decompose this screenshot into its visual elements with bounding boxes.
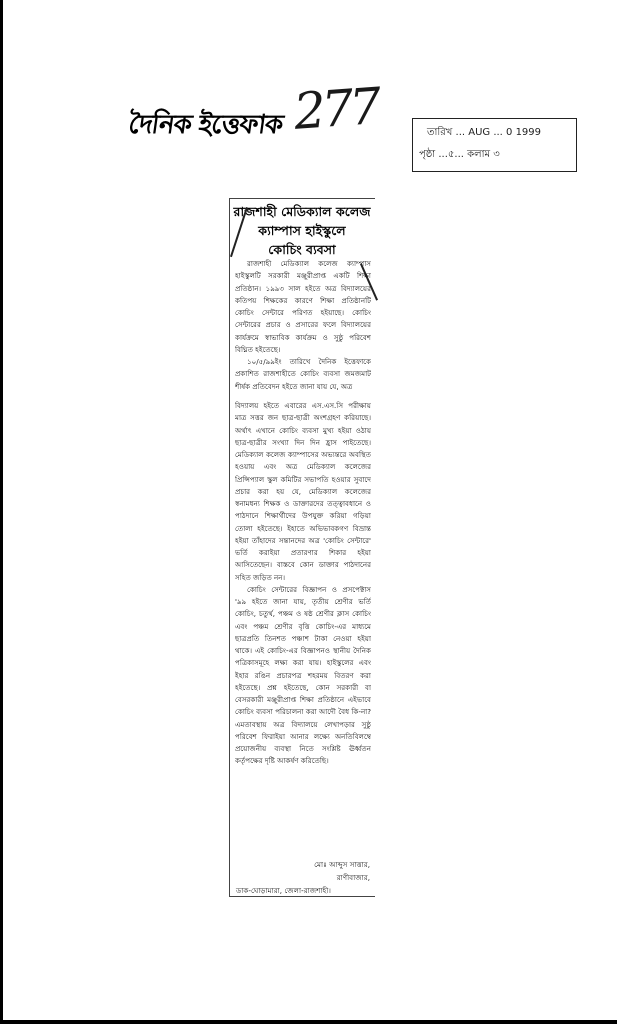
stamp-date-line: তারিখ ... AUG ... 0 1999 <box>427 127 542 138</box>
date-stamp <box>412 118 577 172</box>
signature-address: ডাক-ঘোড়ামারা, জেলা-রাজশাহী। <box>236 886 331 895</box>
newspaper-masthead: দৈনিক ইত্তেফাক <box>126 110 285 140</box>
headline-line: রাজশাহী মেডিক্যাল কলেজ <box>233 204 371 219</box>
article-headline <box>233 202 371 259</box>
scan-bottom-edge <box>0 1020 617 1024</box>
article-paragraph: ১০/৫/৯৯ইং তারিখে দৈনিক ইত্তেফাকে প্রকাশিত রাজশাহীতে কোচিং ব্যবসা জমজমাট শীর্ষক প্রতিবেদন হইতে জানা যায় যে, অত্র <box>235 357 371 391</box>
stamp-page-line: পৃষ্ঠা ...৫... কলাম ৩ <box>419 149 500 160</box>
signature-name: মোঃ আব্দুস সাত্তার, <box>314 860 370 869</box>
headline-line: ক্যাম্পাস হাইস্কুলে <box>258 223 346 238</box>
article-body-top <box>235 258 371 398</box>
article-paragraph: রাজশাহী মেডিক্যাল কলেজ ক্যাম্পাস হাইস্কুলটি সরকারী মঞ্জুরীপ্রাপ্ত একটি শিক্ষা প্রতিষ্ঠান। ১৯৯৩ সাল হইতে অত্র বিদ্যালয়ের কতিপয় শিক্ষকের কারণে শিক্ষা প্রতিষ্ঠানটি কোচিং সেন্টারে পরিণত হইয়াছে। কোচিং সেন্টারের প্রচার ও প্রসারের ফলে বিদ্যালয়ের কার্যক্রমে স্বাভাবিক কার্যক্রম ও সুষ্ঠু পরিবেশ বিঘ্নিত হইতেছে। <box>235 259 371 354</box>
article-body-bottom <box>235 400 371 850</box>
scan-left-edge <box>0 0 3 1024</box>
letter-signature <box>236 858 370 897</box>
article-paragraph: বিদ্যালয় হইতে এবারের এস.এস.সি পরীক্ষায় মাত্র সত্তর জন ছাত্র-ছাত্রী অংশগ্রহণ করিয়াছে। অর্থাৎ এখানে কোচিং ব্যবসা মুখ্য হইয়া ওঠায় ছাত্র-ছাত্রীর সংখ্যা দিন দিন হ্রাস পাইতেছে। মেডিক্যাল কলেজ ক্যাম্পাসের অভ্যন্তরে অবস্থিত হওয়ায় এবং অত্র মেডিক্যাল কলেজের প্রিন্সিপ্যাল স্কুল কমিটির সভাপতি হওয়ার সুবাদে প্রচার করা হয় যে, মেডিক্যাল কলেজের স্বনামধন্য শিক্ষক ও ডাক্তারদের তত্ত্বাবধানে ও পাঠদানে শিক্ষার্থীদের উপযুক্ত করিয়া গড়িয়া তোলা হইতেছে। ইহাতে অভিভাবকগণ বিভ্রান্ত হইয়া তাঁহাদের সন্তানদের অত্র 'কোচিং সেন্টারে' ভর্তি করাইয়া প্রতারণার শিকার হইয়া আসিতেছেন। বাস্তবে কোন ডাক্তার পাঠদানের সহিত জড়িত নন। <box>235 401 371 582</box>
headline-line: কোচিং ব্যবসা <box>268 242 336 257</box>
article-paragraph: কোচিং সেন্টারের বিজ্ঞাপন ও প্রসপেক্টাস '৯৯ হইতে জানা যায়, তৃতীয় শ্রেণীর ভর্তি কোচিং, চতুর্থ, পঞ্চম ও ষষ্ঠ শ্রেণীর ক্লাস কোচিং এবং পঞ্চম শ্রেণীর বৃত্তি কোচিং-এর মাধ্যমে ছাত্রপ্রতি তিনশত পঞ্চাশ টাকা নেওয়া হইয়া থাকে। এই কোচিং-এর বিজ্ঞাপনও স্থানীয় দৈনিক পত্রিকাসমূহে লক্ষ্য করা যায়। হাইস্কুলের এবং ইহার রঙিন প্রচারপত্র শহরময় বিতরণ করা হইতেছে। প্রশ্ন হইতেছে, কোন সরকারী বা বেসরকারী মঞ্জুরীপ্রাপ্ত শিক্ষা প্রতিষ্ঠানে এইভাবে কোচিং ব্যবসা পরিচালনা করা আদৌ বৈধ কি-না? এমতাবস্থায় অত্র বিদ্যালয়ে লেখাপড়ার সুষ্ঠু পরিবেশ ফিরাইয়া আনার লক্ষ্যে অনতিবিলম্বে প্রয়োজনীয় ব্যবস্থা নিতে সংশ্লিষ্ট ঊর্ধ্বতন কর্তৃপক্ষের দৃষ্টি আকর্ষণ করিতেছি। <box>235 584 371 766</box>
handwritten-archive-number: 277 <box>292 77 380 141</box>
signature-area: রাণীবাজার, <box>336 873 370 882</box>
